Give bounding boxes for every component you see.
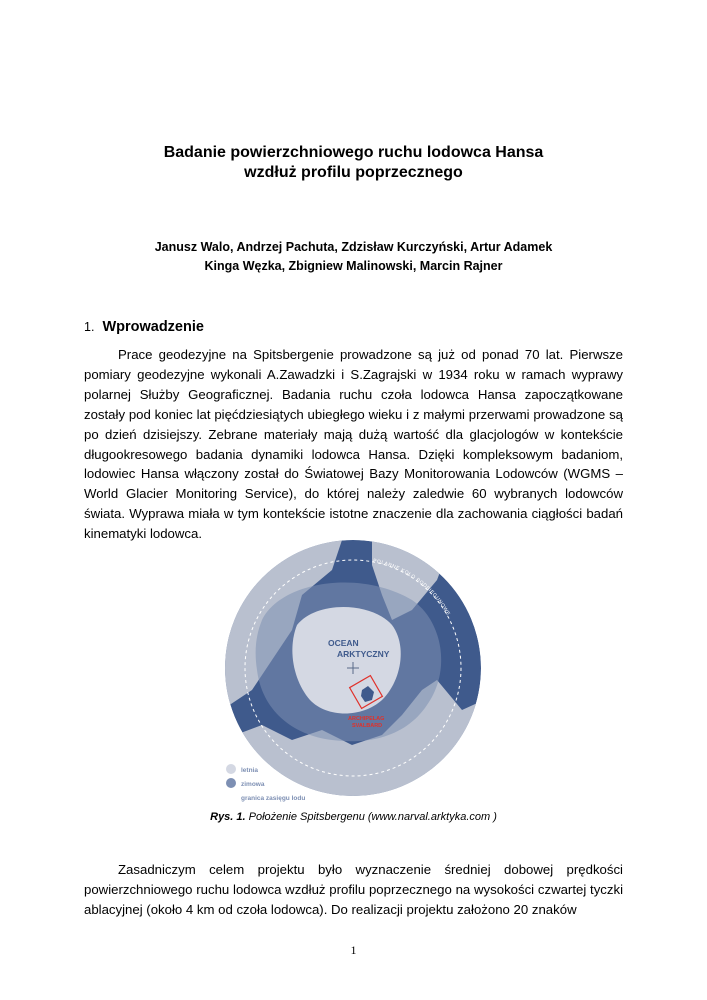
authors-line-1: Janusz Walo, Andrzej Pachuta, Zdzisław Kurczyński, Artur Adamek bbox=[154, 240, 553, 254]
caption-text: Położenie Spitsbergenu (www.narval.arktyka.com ) bbox=[245, 811, 497, 823]
arctic-map bbox=[222, 540, 484, 810]
figure-caption bbox=[0, 811, 707, 823]
legend-title: granica zasięgu lodu bbox=[241, 795, 306, 802]
paper-title bbox=[0, 143, 707, 183]
title-line-2: wzdłuż profilu poprzecznego bbox=[244, 164, 463, 181]
section-title: Wprowadzenie bbox=[102, 319, 204, 335]
intro-paragraph-text: Prace geodezyjne na Spitsbergenie prowadzone są już od ponad 70 lat. Pierwsze pomiary geodezyjne wykonali A.Zawadzki i S.Zagrajski w 1934 roku w ramach wyprawy polarnej Służby Geograficznej. Badania ruchu czoła lodowca Hansa zapoczątkowane zostały pod koniec lat pięćdziesiątych ubiegłego wieku i z małymi przerwami prowadzone są po dzień dzisiejszy. Zebrane materiały mają dużą wartość dla glacjologów w kontekście długookresowego badania dynamiki lodowca Hansa. Dzięki kompleksowym badaniom, lodowiec Hansa włączony został do Światowej Bazy Monitorowania Lodowców (WGMS – World Glacier Monitoring Service), do której należy zaledwie 60 wybranych lodowców świata. Wyprawa miała w tym kontekście istotne znaczenie dla zachowania ciągłości badań kinematyki lodowca. bbox=[84, 347, 623, 542]
page-number: 1 bbox=[350, 943, 357, 957]
objective-paragraph bbox=[84, 860, 623, 920]
legend-winter-swatch bbox=[226, 778, 236, 788]
title-line-1: Badanie powierzchniowego ruchu lodowca Hansa bbox=[163, 144, 544, 161]
section-number: 1. bbox=[84, 320, 95, 334]
caption-label: Rys. 1. bbox=[210, 811, 246, 823]
ocean-label-1: OCEAN bbox=[328, 638, 359, 648]
objective-paragraph-text: Zasadniczym celem projektu było wyznaczenie średniej dobowej prędkości powierzchniowego ruchu lodowca wzdłuż profilu poprzecznego na wysokości czwartej tyczki ablacyjnej (około 4 km od czoła lodowca). Do realizacji projektu założono 20 znaków bbox=[84, 862, 623, 917]
svalbard-label-1: ARCHIPELAG bbox=[348, 716, 385, 722]
section-heading bbox=[84, 318, 204, 335]
legend-summer-swatch bbox=[226, 764, 236, 774]
intro-paragraph bbox=[84, 345, 623, 544]
ocean-label-2: ARKTYCZNY bbox=[337, 649, 390, 659]
legend-winter-label: zimowa bbox=[241, 781, 265, 788]
svalbard-label-2: SVALBARD bbox=[352, 723, 383, 729]
author-list bbox=[0, 238, 707, 276]
authors-line-2: Kinga Węzka, Zbigniew Malinowski, Marcin Rajner bbox=[204, 259, 503, 273]
legend-summer-label: letnia bbox=[241, 767, 258, 774]
arctic-circle-label-path: POLARNE KOŁO PODBIEGUNOWE bbox=[372, 557, 452, 617]
arctic-map-figure bbox=[222, 540, 484, 810]
